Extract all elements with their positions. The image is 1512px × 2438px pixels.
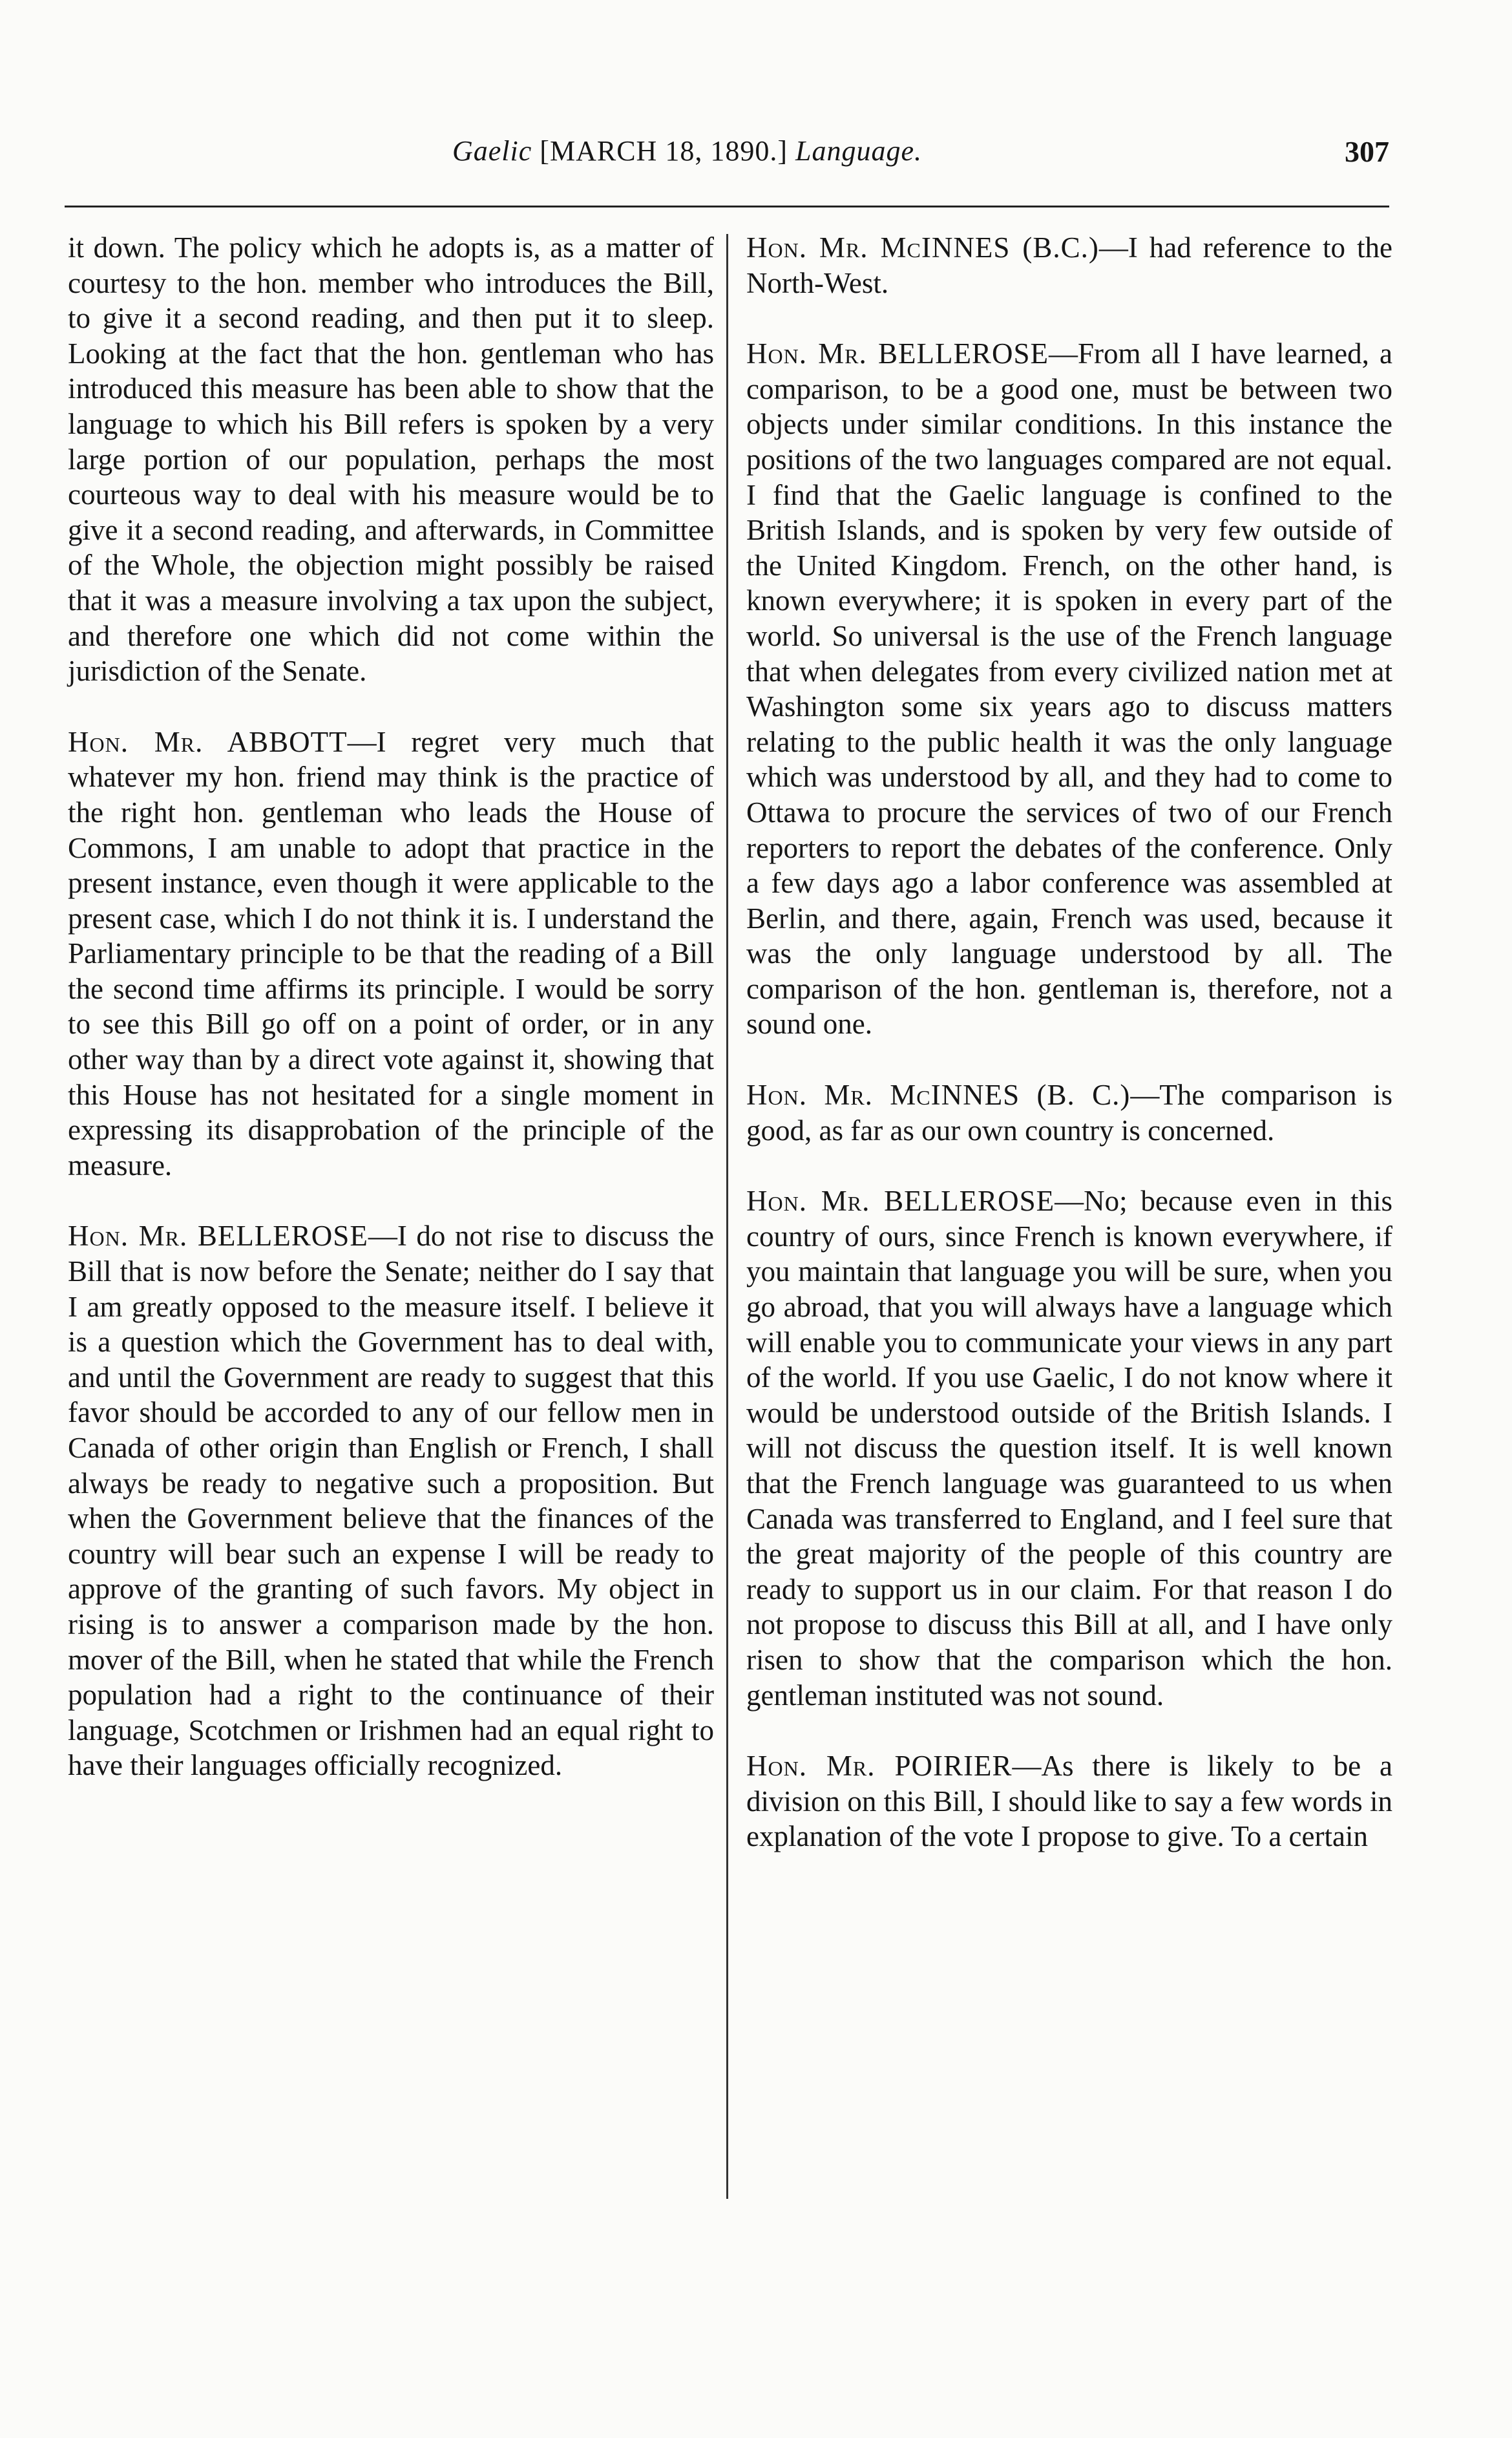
speaker-name: Hon. Mr. POIRIER (746, 1750, 1013, 1783)
paragraph-text: —As there is likely to be a division on this Bill, I should like to say a few words in explanation of the vote I propose to give. To a certain (746, 1750, 1392, 1853)
page-header (103, 134, 1389, 180)
page-number: 307 (1345, 135, 1389, 168)
paragraph (746, 1183, 1392, 1713)
running-head-right: Language. (795, 135, 922, 167)
speaker-name: Hon. Mr. BELLEROSE (746, 1185, 1055, 1218)
speaker-name: Hon. Mr. BELLEROSE (746, 337, 1049, 370)
paragraph-text: —I regret very much that whatever my hon. friend may think is the practice of the right hon. gentleman who leads the House of Commons, I am unable to adopt that practice in the present instance, even though it were applicable to the present case, which I do not think it is. I understand the Parliamentary principle to be that the reading of a Bill the second time affirms its principle. I would be sorry to see this Bill go off on a point of order, or in any other way than by a direct vote against it, showing that this House has not hesitated for a single moment in expressing its disapprobation of the principle of the measure. (68, 725, 714, 1182)
paragraph (746, 336, 1392, 1042)
paragraph-text: —No; because even in this country of ours, since French is known everywhere, if you maintain that language you will be sure, when you go abroad, that you will always have a language which will enable you to communicate your views in any part of the world. If you use Gaelic, I do not know where it would be understood outside of the British Islands. I will not discuss the question itself. It is well known that the French language was guaranteed to us when Canada was transferred to England, and I feel sure that the great majority of the people of this country are ready to support us in our claim. For that reason I do not propose to discuss this Bill at all, and I have only risen to show that the comparison which the hon. gentleman instituted was not sound. (746, 1185, 1392, 1712)
speaker-name: Hon. Mr. BELLEROSE (68, 1220, 368, 1253)
paragraph (746, 1748, 1392, 1854)
paragraph-text: —I do not rise to discuss the Bill that is now before the Senate; neither do I say that I am greatly opposed to the measure itself. I believe it is a question which the Government has to deal with, and until the Government are ready to suggest that this favor should be accorded to any of our fellow men in Canada of other origin than English or French, I shall always be ready to negative such a proposition. But when the Government believe that the finances of the country will bear such an expense I will be ready to approve of the granting of such favors. My object in rising is to answer a comparison made by the hon. mover of the Bill, when he stated that while the French population had a right to the continuance of their language, Scotchmen or Irishmen had an equal right to have their languages officially recognized. (68, 1220, 714, 1782)
paragraph-text: it down. The policy which he adopts is, as a matter of courtesy to the hon. member who introduces the Bill, to give it a second reading, and then put it to sleep. Looking at the fact that the hon. gentleman who has introduced this measure has been able to show that the language to which his Bill refers is spoken by a very large portion of our population, perhaps the most courteous way to deal with his measure would be to give it a second reading, and afterwards, in Committee of the Whole, the objection might possibly be raised that it was a measure involving a tax upon the subject, and therefore one which did not come within the jurisdiction of the Senate. (68, 231, 714, 688)
paragraph (746, 1077, 1392, 1148)
paragraph-text: —The comparison is good, as far as our own country is concerned. (746, 1079, 1392, 1147)
speaker-name: Hon. Mr. McINNES (B. C.) (746, 1079, 1131, 1112)
paragraph-text: —I had reference to the North-West. (746, 231, 1392, 299)
paragraph (68, 1218, 714, 1783)
paragraph (68, 230, 714, 689)
speaker-name: Hon. Mr. ABBOTT (68, 725, 348, 758)
header-rule (65, 206, 1389, 207)
running-head-date: [MARCH 18, 1890.] (540, 135, 788, 167)
running-head-left: Gaelic (452, 135, 532, 167)
paragraph-text: —From all I have learned, a comparison, to be a good one, must be between two objects under similar conditions. In this instance the positions of the two languages compared are not equal. I find that the Gaelic language is confined to the British Islands, and is spoken by very few outside of the United Kingdom. French, on the other hand, is known everywhere; it is spoken in every part of the world. So universal is the use of the French language that when delegates from every civilized nation met at Washington some six years ago to discuss matters relating to the public health it was the only language which was understood by all, and they had to come to Ottawa to procure the services of two of our French reporters to report the debates of the conference. Only a few days ago a labor conference was assembled at Berlin, and there, again, French was used, because it was the only language understood by all. The comparison of the hon. gentleman is, therefore, not a sound one. (746, 337, 1392, 1041)
paragraph (746, 230, 1392, 301)
left-column (68, 230, 714, 1783)
column-divider (726, 234, 728, 2199)
right-column (746, 230, 1392, 1854)
paragraph (68, 725, 714, 1183)
speaker-name: Hon. Mr. McINNES (B.C.) (746, 231, 1099, 264)
running-head (452, 134, 922, 167)
